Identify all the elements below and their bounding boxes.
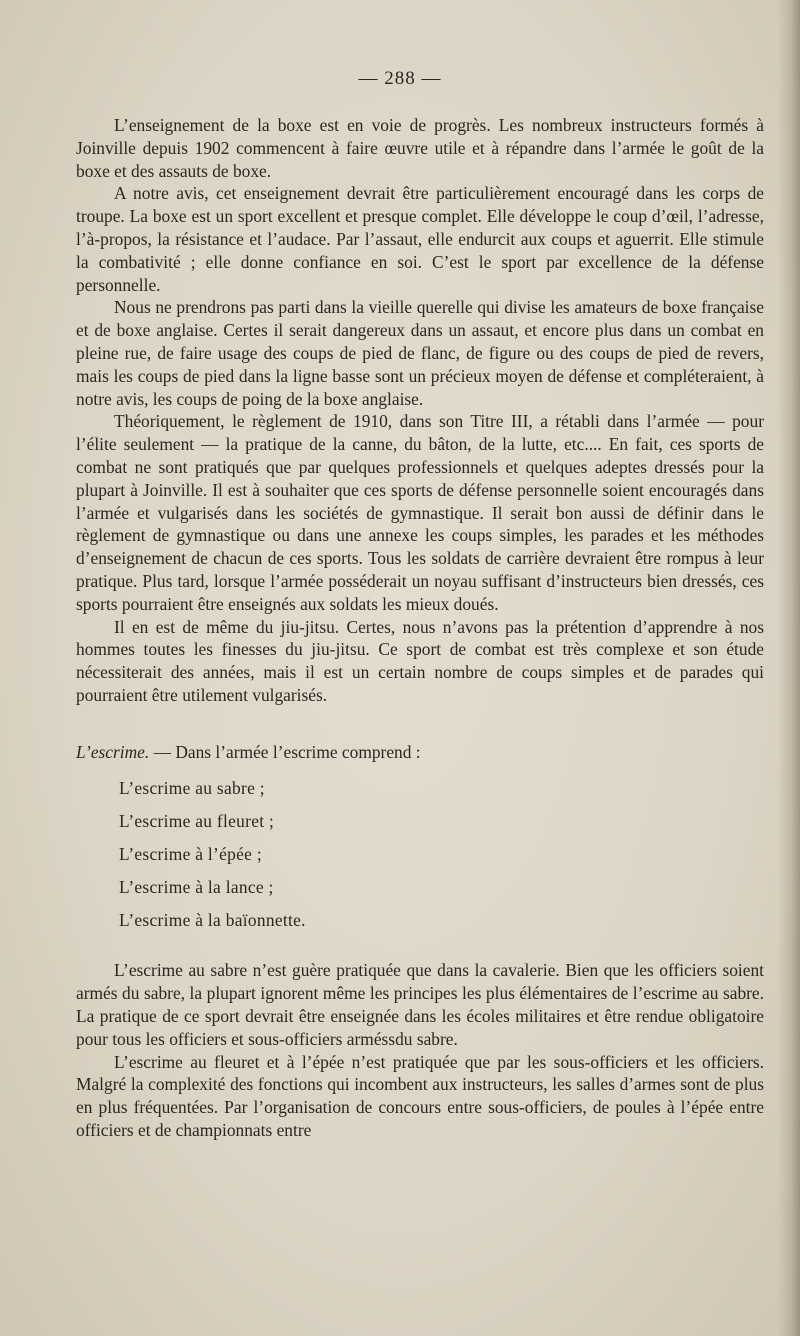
page-body: [76, 114, 764, 1142]
section-heading: [76, 741, 764, 764]
list-item: L’escrime au sabre ;: [119, 777, 265, 798]
paragraph-jiu-jitsu: Il en est de même du jiu-jitsu. Certes, nous n’avons pas la prétention d’apprendre à nos hommes toutes les finesses du jiu-jitsu. Ce sport de combat est très complexe et son étude nécessiterait des années, mais il est un certain nombre de coups simples et de parades qui pourraient être utilement vulgarisés.: [76, 616, 764, 705]
closing-text: [76, 959, 764, 1141]
paragraph-reglement-1910: Théoriquement, le règlement de 1910, dans son Titre III, a rétabli dans l’armée — pour l’élite seulement — la pratique de la canne, du bâton, de la lutte, etc.... En fait, ces sports de combat ne sont pratiqués que par quelques professionnels et quelques adeptes dressés pour la plupart à Joinville. Il est à souhaiter que ces sports de défense personnelle soient encouragés dans l’armée et vulgarisés dans les sociétés de gymnastique. Il serait bon aussi de définir dans le règlement de gymnastique ou dans une annexe les coups simples, les parades et les méthodes d’enseignement de chacun de ces sports. Tous les soldats de carrière devraient être rompus à leur pratique. Plus tard, lorsque l’armée posséderait un noyau suffisant d’instructeurs bien dressés, ces sports pourraient être enseignés aux soldats les mieux doués.: [76, 411, 764, 614]
section-intro: — Dans l’armée l’escrime comprend :: [149, 741, 421, 762]
list-item: L’escrime à la lance ;: [119, 877, 274, 898]
page-number: — 288 —: [358, 68, 442, 89]
section-escrime: [76, 741, 764, 940]
paragraph-escrime-sabre: L’escrime au sabre n’est guère pratiquée que dans la cavalerie. Bien que les officiers soient armés du sabre, la plupart ignorent même les principes les plus élémentaires de l’escrime au sabre. La pratique de ce sport devrait être enseignée dans les écoles militaires et être rendue obligatoire pour tous les officiers et sous-officiers arméssdu sabre.: [76, 960, 764, 1049]
paragraph-boxe-avis: A notre avis, cet enseignement devrait être particulièrement encouragé dans les corps de troupe. La boxe est un sport excellent et presque complet. Elle développe le coup d’œil, l’adresse, l’à-propos, la résistance et l’audace. Par l’assaut, elle endurcit aux coups et aguerrit. Elle stimule la combativité ; elle donne confiance en soi. C’est le sport par excellence de la défense personnelle.: [76, 183, 764, 295]
page-edge-shadow: [778, 0, 800, 1336]
section-title: L’escrime.: [76, 741, 150, 762]
paragraph-escrime-fleuret: L’escrime au fleuret et à l’épée n’est pratiquée que par les sous-officiers et les officiers. Malgré la complexité des fonctions qui incombent aux instructeurs, les salles d’armes sont de plus en plus fréquentées. Par l’organisation de concours entre sous-officiers, de poules à l’épée entre officiers et de championnats entre: [76, 1051, 764, 1141]
list-item: L’escrime au fleuret ;: [119, 810, 275, 831]
paragraph-boxe-progres: L’enseignement de la boxe est en voie de progrès. Les nombreux instructeurs formés à Joinville depuis 1902 commencent à faire œuvre utile et à répandre dans l’armée le goût de la boxe et des assauts de boxe.: [76, 115, 764, 181]
list-item: L’escrime à la baïonnette.: [119, 910, 306, 931]
paragraph-boxe-querelle: Nous ne prendrons pas parti dans la vieille querelle qui divise les amateurs de boxe française et de boxe anglaise. Certes il serait dangereux dans un assaut, et encore plus dans un combat en pleine rue, de faire usage des coups de pied de flanc, de figure ou des coups de pied de revers, mais les coups de pied dans la ligne basse sont un précieux moyen de défense et compléteraient, à notre avis, les coups de poing de la boxe anglaise.: [76, 297, 764, 409]
escrime-list: [76, 774, 764, 940]
list-item: L’escrime à l’épée ;: [119, 843, 262, 864]
